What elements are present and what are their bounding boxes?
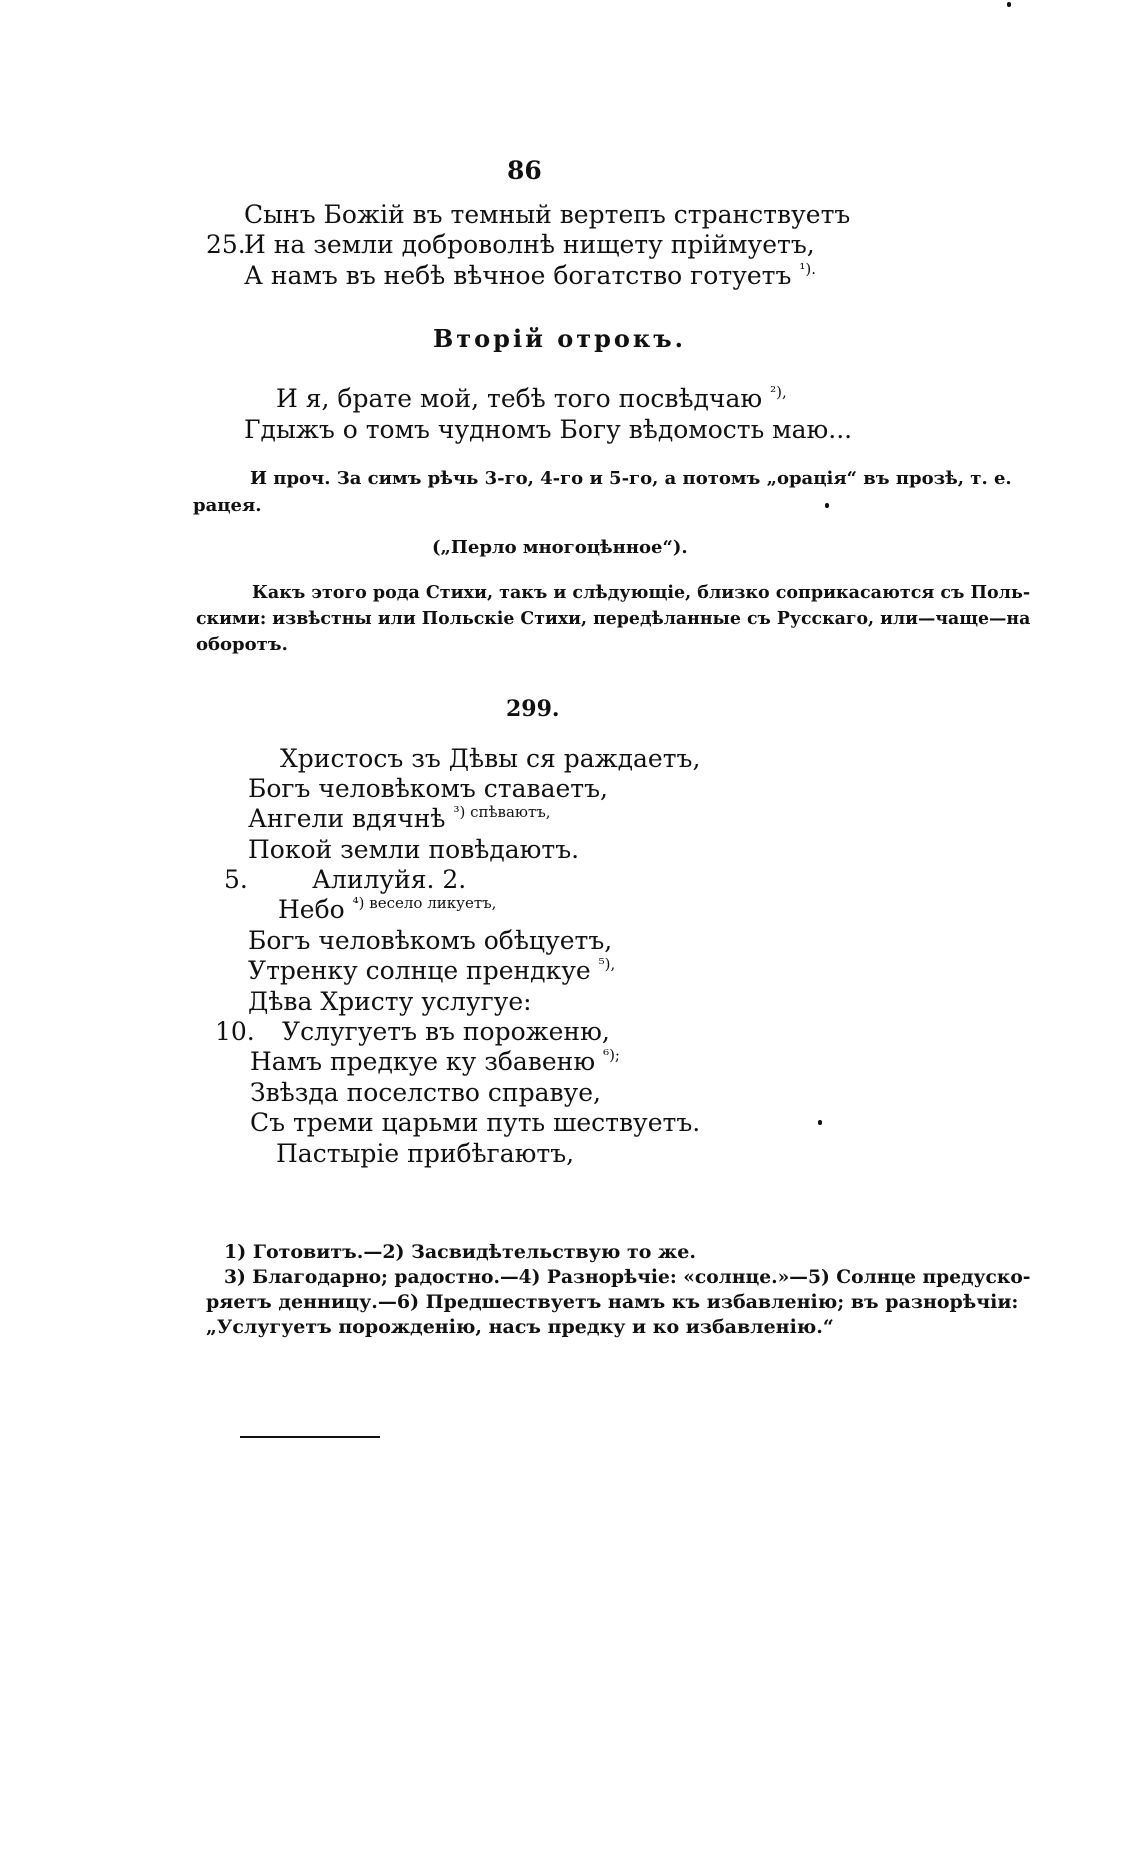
poem-text: Услугуетъ въ пороженю, xyxy=(282,1017,610,1046)
poem-text: Христосъ зъ Дѣвы ся раждаетъ, xyxy=(280,744,701,773)
poem-text: Пастыріе прибѣгаютъ, xyxy=(276,1139,575,1168)
footnote-ref: ⁴) весело ликуетъ, xyxy=(352,894,497,912)
poem-text: Звѣзда поселство справуе, xyxy=(250,1078,602,1107)
verse-line xyxy=(276,383,787,413)
poem-line xyxy=(248,955,616,985)
poem-line xyxy=(248,928,612,953)
poem-text: Небо xyxy=(278,895,353,924)
remark-line: рацея. xyxy=(193,495,262,516)
poem-line xyxy=(250,1046,620,1076)
footnote-ref: ³) спѣваютъ, xyxy=(453,803,551,821)
poem-line xyxy=(250,1110,700,1135)
poem-text: Съ треми царьми путь шествуетъ. xyxy=(250,1108,701,1137)
poem-line xyxy=(280,746,700,771)
poem-text: Богъ человѣкомъ обѣцуетъ, xyxy=(248,926,613,955)
verse-line xyxy=(244,202,850,227)
source-citation: („Перло многоцѣнное“). xyxy=(432,537,688,558)
ink-speck xyxy=(825,503,829,508)
verse-text: Сынъ Божій въ темный вертепъ странствуетъ xyxy=(244,200,851,229)
section-heading: Вторій отрокъ. xyxy=(433,324,686,353)
verse-line xyxy=(244,232,815,257)
footnote-ref: ⁶); xyxy=(603,1046,620,1064)
ink-speck xyxy=(1007,2,1011,7)
verse-text: Гдыжъ о томъ чудномъ Богу вѣдомость маю... xyxy=(244,415,853,444)
verse-text: И на земли доброволнѣ нищету пріймуетъ, xyxy=(244,230,815,259)
verse-line xyxy=(244,417,852,442)
commentary-line: скими: извѣстны или Польскіе Стихи, передѣланные съ Русскаго, или—чаще—на xyxy=(196,608,1031,629)
footnote-ref: ⁵), xyxy=(598,955,616,973)
line-number: 25. xyxy=(206,230,246,259)
poem-text: Богъ человѣкомъ ставаетъ, xyxy=(248,774,608,803)
footnote-line: „Услугуетъ порожденію, насъ предку и ко избавленію.“ xyxy=(206,1316,834,1338)
poem-line xyxy=(250,1080,601,1105)
verse-text: И я, брате мой, тебѣ того посвѣдчаю xyxy=(276,384,771,413)
page-number: 86 xyxy=(507,156,542,185)
footnote-line: 1) Готовитъ.—2) Засвидѣтельствую то же. xyxy=(224,1241,696,1263)
poem-line xyxy=(278,894,497,924)
poem-text: Ангели вдячнѣ xyxy=(248,804,454,833)
poem-text: Покой земли повѣдаютъ. xyxy=(248,835,580,864)
footnote-line: 3) Благодарно; радостно.—4) Разнорѣчіе: «солнце.»—5) Солнце предуско- xyxy=(224,1266,1031,1288)
poem-line xyxy=(248,989,532,1014)
poem-text: Дѣва Христу услугуе: xyxy=(248,987,532,1016)
line-number: 10. xyxy=(215,1017,255,1046)
verse-line xyxy=(244,260,816,290)
footnote-ref: ¹). xyxy=(799,260,816,278)
ink-speck xyxy=(818,1120,822,1125)
footnote-line: ряетъ денницу.—6) Предшествуетъ намъ къ избавленію; въ разнорѣчіи: xyxy=(206,1291,1019,1313)
poem-line xyxy=(312,867,466,892)
line-number: 5. xyxy=(224,865,248,894)
commentary-line: оборотъ. xyxy=(196,634,288,655)
poem-text: Намъ предкуе ку збавеню xyxy=(250,1047,604,1076)
poem-line xyxy=(248,776,608,801)
verse-text: А намъ въ небѣ вѣчное богатство готуетъ xyxy=(244,261,800,290)
commentary-line: Какъ этого рода Стихи, такъ и слѣдующіе, близко соприкасаются съ Поль- xyxy=(252,582,1031,603)
footnote-ref: ²), xyxy=(770,383,787,401)
poem-text: Утренку солнце прендкуе xyxy=(248,956,599,985)
poem-line xyxy=(276,1141,574,1166)
remark-line: И проч. За симъ рѣчь 3-го, 4-го и 5-го, а потомъ „орація“ въ прозѣ, т. е. xyxy=(250,468,1012,489)
footnote-rule xyxy=(240,1436,380,1438)
poem-line xyxy=(248,837,579,862)
poem-number: 299. xyxy=(506,696,560,722)
poem-line xyxy=(248,803,551,833)
poem-line xyxy=(282,1019,610,1044)
poem-text: Алилуйя. 2. xyxy=(312,865,467,894)
